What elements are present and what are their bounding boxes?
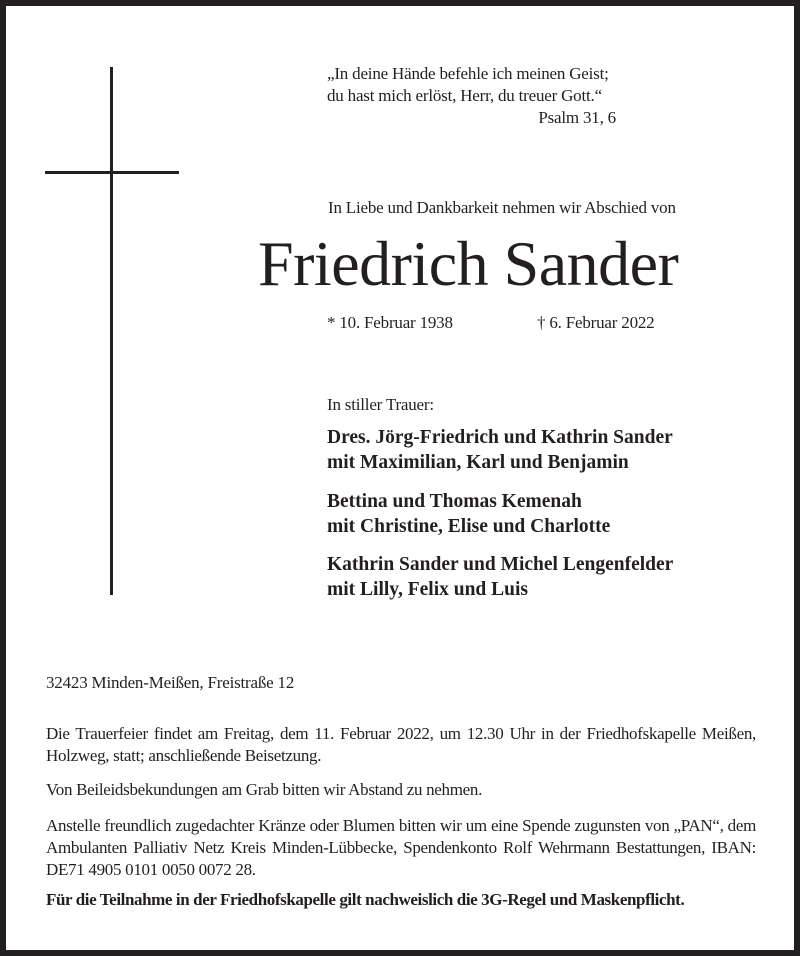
- quote-line-1: „In deine Hände befehle ich meinen Geist;: [327, 64, 609, 83]
- quote-line-2: du hast mich erlöst, Herr, du treuer Gott.“: [327, 86, 602, 105]
- death-date: † 6. Februar 2022: [537, 313, 655, 332]
- donation-note: Anstelle freundlich zugedachter Kränze oder Blumen bitten wir um eine Spende zugunsten von „PAN“, dem Ambulanten Palliativ Netz Kreis Minden-Lübbecke, Spendenkonto Rolf Wehrmann Bestattungen, IBAN: DE71 4905 0101 0050 0072 28.: [46, 816, 756, 879]
- birth-date: * 10. Februar 1938: [327, 313, 453, 332]
- funeral-info: Die Trauerfeier findet am Freitag, dem 11. Februar 2022, um 12.30 Uhr in der Friedhofskapelle Meißen, Holzweg, statt; anschließende Beisetzung.: [46, 724, 756, 765]
- mourner-line: mit Lilly, Felix und Luis: [327, 579, 529, 600]
- quote-source: Psalm 31, 6: [538, 108, 616, 127]
- address: 32423 Minden-Meißen, Freistraße 12: [46, 673, 295, 692]
- condolence-note: Von Beileidsbekundungen am Grab bitten wir Abstand zu nehmen.: [46, 780, 483, 799]
- intro-text: In Liebe und Dankbarkeit nehmen wir Abschied von: [328, 198, 676, 217]
- mourner-line: mit Maximilian, Karl und Benjamin: [327, 452, 629, 473]
- mourner-line: mit Christine, Elise und Charlotte: [327, 516, 611, 537]
- cross-icon: [110, 67, 113, 595]
- cross-icon-bar: [45, 171, 179, 174]
- deceased-name: Friedrich Sander: [258, 228, 679, 299]
- mourner-line: Dres. Jörg-Friedrich und Kathrin Sander: [327, 427, 673, 448]
- covid-rules-note: Für die Teilnahme in der Friedhofskapelle gilt nachweislich die 3G-Regel und Maskenpflicht.: [46, 890, 685, 909]
- mourner-line: Bettina und Thomas Kemenah: [327, 491, 582, 512]
- mourning-label: In stiller Trauer:: [327, 395, 434, 414]
- mourner-line: Kathrin Sander und Michel Lengenfelder: [327, 554, 674, 575]
